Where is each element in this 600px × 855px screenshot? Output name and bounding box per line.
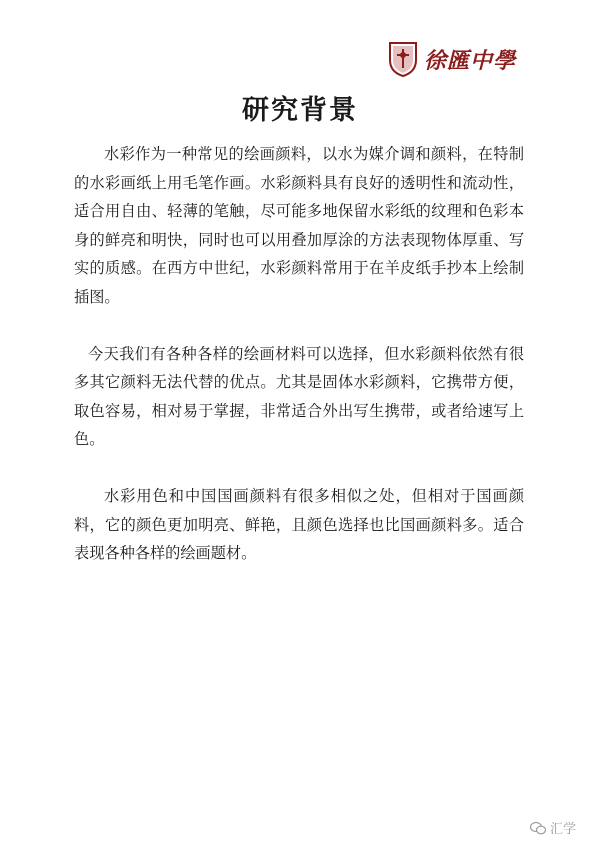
document-body [74, 140, 524, 568]
watermark-label: 汇学 [550, 822, 577, 837]
paragraph-3: 水彩用色和中国国画颜料有很多相似之处，但相对于国画颜料，它的颜色更加明亮、鲜艳，且颜色选择也比国画颜料多。适合表现各种各样的绘画题材。 [74, 486, 524, 563]
school-seal-icon [388, 40, 418, 78]
school-name: 徐匯中學 [424, 47, 517, 74]
page-title: 研究背景 [242, 95, 358, 126]
school-logo [388, 40, 516, 78]
wechat-watermark [530, 818, 576, 837]
paragraph-2: 今天我们有各种各样的绘画材料可以选择，但水彩颜料依然有很多其它颜料无法代替的优点。尤其是固体水彩颜料，它携带方便，取色容易，相对易于掌握，非常适合外出写生携带，或者给速写上色。 [74, 344, 524, 449]
paragraph-1: 水彩作为一种常见的绘画颜料，以水为媒介调和颜料，在特制的水彩画纸上用毛笔作画。水彩颜料具有良好的透明性和流动性，适合用自由、轻薄的笔触，尽可能多地保留水彩纸的纹理和色彩本身的鲜亮和明快，同时也可以用叠加厚涂的方法表现物体厚重、写实的质感。在西方中世纪，水彩颜料常用于在羊皮纸手抄本上绘制插图。 [74, 145, 524, 306]
wechat-icon [530, 821, 546, 835]
